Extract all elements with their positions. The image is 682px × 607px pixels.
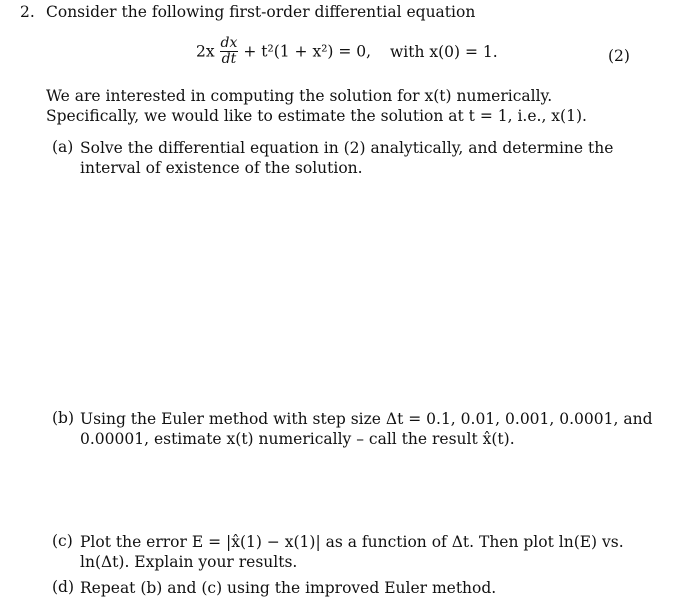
equation-rest: + t²(1 + x²) = 0, bbox=[243, 42, 372, 61]
equation-number: (2) bbox=[608, 47, 630, 65]
initial-condition: with x(0) = 1. bbox=[390, 42, 498, 61]
part-b-label: (b) bbox=[52, 409, 75, 427]
part-c-label: (c) bbox=[52, 532, 73, 550]
part-a-label: (a) bbox=[52, 138, 74, 156]
problem-number: 2. bbox=[20, 3, 35, 21]
problem-intro: Consider the following first-order differential equation bbox=[46, 3, 476, 21]
fraction-denominator: dt bbox=[221, 51, 237, 67]
part-a-text: Solve the differential equation in (2) analytically, and determine the interval of existence of the solution. bbox=[80, 139, 614, 177]
equation-lead: 2x bbox=[196, 42, 215, 61]
problem-paragraph: We are interested in computing the solution for x(t) numerically. Specifically, we would like to estimate the solution at t = 1, i.e., x(1). bbox=[46, 87, 587, 125]
part-c-text: Plot the error E = |x̂(1) − x(1)| as a function of Δt. Then plot ln(E) vs. ln(Δt). Explain your results. bbox=[80, 533, 624, 571]
fraction-numerator: dx bbox=[220, 35, 238, 51]
part-d-text: Repeat (b) and (c) using the improved Euler method. bbox=[80, 579, 497, 597]
equation-fraction bbox=[220, 36, 239, 67]
part-d-label: (d) bbox=[52, 578, 75, 596]
differential-equation bbox=[196, 36, 498, 76]
part-b-text: Using the Euler method with step size Δt = 0.1, 0.01, 0.001, 0.0001, and 0.00001, estimate x(t) numerically – call the result x̂(t). bbox=[80, 410, 653, 448]
